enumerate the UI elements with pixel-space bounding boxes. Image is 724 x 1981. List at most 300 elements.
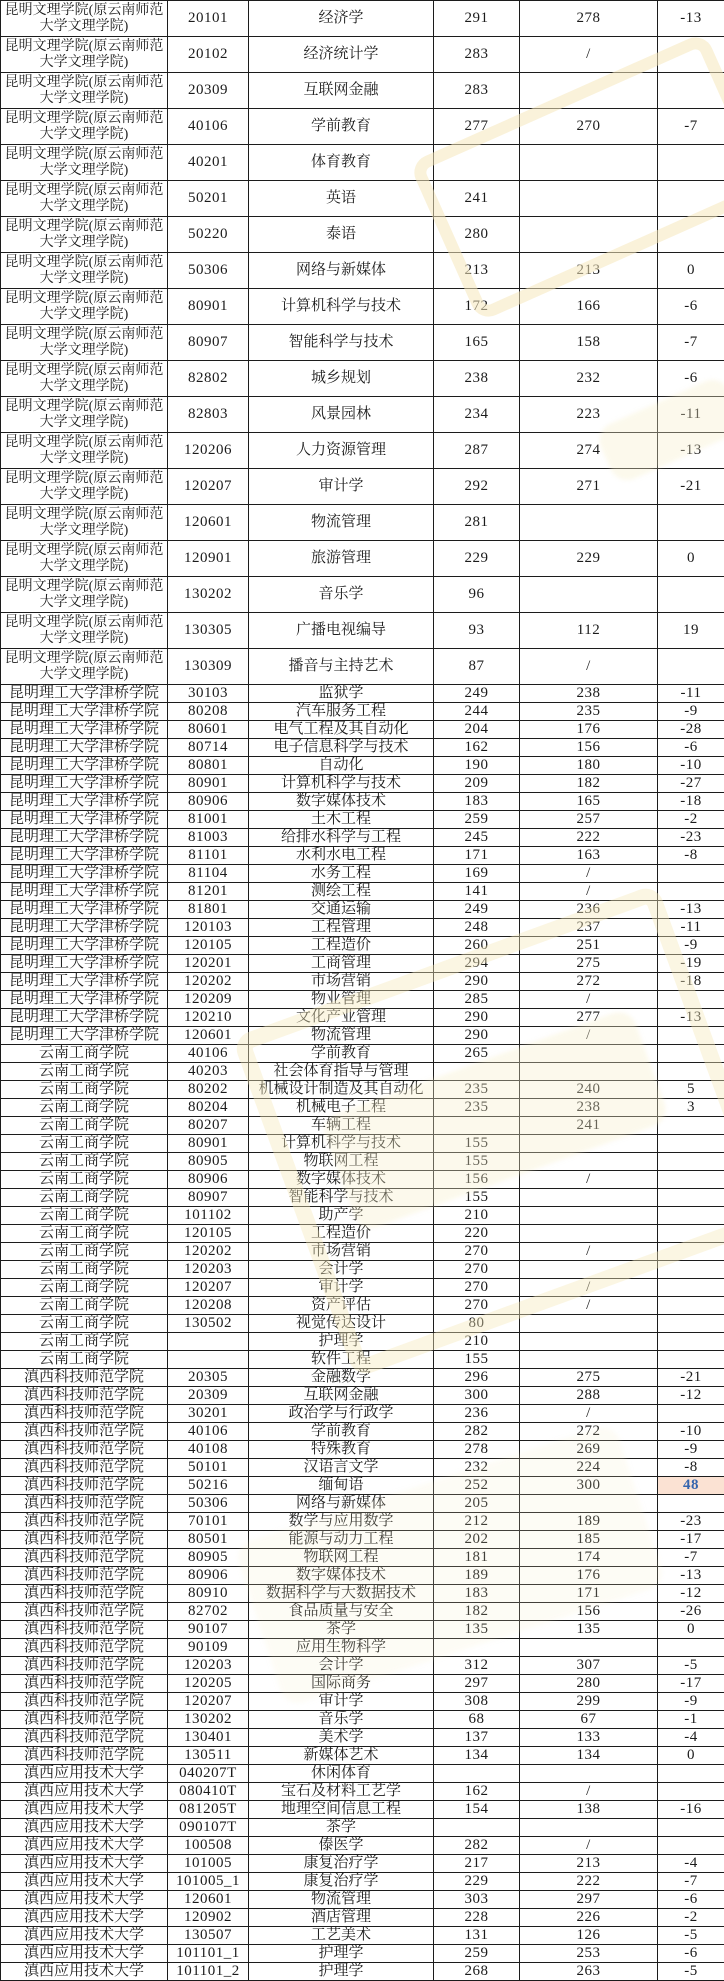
major-cell: 测绘工程 xyxy=(249,883,434,901)
diff-cell: -6 xyxy=(658,361,724,397)
code-cell: 101005 xyxy=(168,1855,249,1873)
table-row xyxy=(1,1837,724,1855)
score2-cell: 274 xyxy=(520,433,658,469)
code-cell: 20305 xyxy=(168,1369,249,1387)
scores-table-body xyxy=(1,1,724,1981)
code-cell: 101005_1 xyxy=(168,1873,249,1891)
score2-cell xyxy=(520,1765,658,1783)
score1-cell: 190 xyxy=(434,757,520,775)
school-cell: 昆明理工大学津桥学院 xyxy=(1,991,168,1009)
score2-cell: 166 xyxy=(520,289,658,325)
code-cell: 20309 xyxy=(168,1387,249,1405)
school-cell: 云南工商学院 xyxy=(1,1225,168,1243)
score2-cell: 232 xyxy=(520,361,658,397)
major-cell: 城乡规划 xyxy=(249,361,434,397)
score1-cell: 290 xyxy=(434,1009,520,1027)
school-cell: 昆明理工大学津桥学院 xyxy=(1,919,168,937)
table-row xyxy=(1,1819,724,1837)
score1-cell: 290 xyxy=(434,973,520,991)
major-cell: 美术学 xyxy=(249,1729,434,1747)
table-row xyxy=(1,793,724,811)
diff-cell: -5 xyxy=(658,1963,724,1981)
school-cell: 昆明文理学院(原云南师范大学文理学院) xyxy=(1,37,168,73)
score2-cell: 241 xyxy=(520,1117,658,1135)
major-cell: 市场营销 xyxy=(249,1243,434,1261)
school-cell: 滇西科技师范学院 xyxy=(1,1693,168,1711)
school-cell: 云南工商学院 xyxy=(1,1135,168,1153)
code-cell: 120207 xyxy=(168,1693,249,1711)
major-cell: 应用生物科学 xyxy=(249,1639,434,1657)
code-cell: 120208 xyxy=(168,1297,249,1315)
major-cell: 经济学 xyxy=(249,1,434,37)
table-row xyxy=(1,1603,724,1621)
score1-cell: 162 xyxy=(434,1783,520,1801)
score2-cell xyxy=(520,1135,658,1153)
school-cell: 滇西科技师范学院 xyxy=(1,1639,168,1657)
school-cell: 滇西应用技术大学 xyxy=(1,1819,168,1837)
diff-cell xyxy=(658,1639,724,1657)
diff-cell xyxy=(658,1495,724,1513)
code-cell: 120201 xyxy=(168,955,249,973)
school-cell: 云南工商学院 xyxy=(1,1081,168,1099)
major-cell: 国际商务 xyxy=(249,1675,434,1693)
score2-cell: 222 xyxy=(520,1873,658,1891)
diff-cell xyxy=(658,1261,724,1279)
score2-cell: 238 xyxy=(520,685,658,703)
table-row xyxy=(1,901,724,919)
score2-cell xyxy=(520,1153,658,1171)
major-cell: 土木工程 xyxy=(249,811,434,829)
score1-cell: 270 xyxy=(434,1243,520,1261)
code-cell: 80905 xyxy=(168,1153,249,1171)
school-cell: 滇西科技师范学院 xyxy=(1,1585,168,1603)
score1-cell: 270 xyxy=(434,1261,520,1279)
code-cell: 80601 xyxy=(168,721,249,739)
score1-cell: 248 xyxy=(434,919,520,937)
score1-cell: 259 xyxy=(434,1945,520,1963)
table-row xyxy=(1,1585,724,1603)
school-cell: 云南工商学院 xyxy=(1,1045,168,1063)
score2-cell: 253 xyxy=(520,1945,658,1963)
school-cell: 昆明理工大学津桥学院 xyxy=(1,829,168,847)
score1-cell: 155 xyxy=(434,1351,520,1369)
school-cell: 昆明文理学院(原云南师范大学文理学院) xyxy=(1,325,168,361)
table-row xyxy=(1,73,724,109)
score1-cell: 290 xyxy=(434,1027,520,1045)
table-row xyxy=(1,1945,724,1963)
major-cell: 体育教育 xyxy=(249,145,434,181)
code-cell: 80714 xyxy=(168,739,249,757)
table-row xyxy=(1,37,724,73)
score1-cell: 268 xyxy=(434,1963,520,1981)
school-cell: 昆明文理学院(原云南师范大学文理学院) xyxy=(1,181,168,217)
table-row xyxy=(1,253,724,289)
school-cell: 云南工商学院 xyxy=(1,1315,168,1333)
school-cell: 滇西应用技术大学 xyxy=(1,1891,168,1909)
school-cell: 滇西科技师范学院 xyxy=(1,1675,168,1693)
major-cell: 物流管理 xyxy=(249,1027,434,1045)
diff-cell: -12 xyxy=(658,1585,724,1603)
school-cell: 昆明理工大学津桥学院 xyxy=(1,793,168,811)
major-cell: 电子信息科学与技术 xyxy=(249,739,434,757)
major-cell: 护理学 xyxy=(249,1945,434,1963)
table-row xyxy=(1,289,724,325)
school-cell: 滇西科技师范学院 xyxy=(1,1423,168,1441)
diff-cell: 0 xyxy=(658,1747,724,1765)
table-row xyxy=(1,1135,724,1153)
diff-cell: -2 xyxy=(658,811,724,829)
table-row xyxy=(1,469,724,505)
table-row xyxy=(1,757,724,775)
diff-cell: -10 xyxy=(658,757,724,775)
diff-cell: -9 xyxy=(658,1441,724,1459)
score2-cell: 226 xyxy=(520,1909,658,1927)
major-cell: 会计学 xyxy=(249,1261,434,1279)
diff-cell: -18 xyxy=(658,793,724,811)
table-row xyxy=(1,685,724,703)
table-row xyxy=(1,1387,724,1405)
code-cell: 040207T xyxy=(168,1765,249,1783)
code-cell: 100508 xyxy=(168,1837,249,1855)
diff-cell: 48 xyxy=(658,1477,724,1495)
score1-cell: 296 xyxy=(434,1369,520,1387)
major-cell: 傣医学 xyxy=(249,1837,434,1855)
score1-cell: 265 xyxy=(434,1045,520,1063)
score2-cell: 158 xyxy=(520,325,658,361)
diff-cell xyxy=(658,217,724,253)
score1-cell: 303 xyxy=(434,1891,520,1909)
major-cell: 人力资源管理 xyxy=(249,433,434,469)
table-row xyxy=(1,1891,724,1909)
major-cell: 金融数学 xyxy=(249,1369,434,1387)
table-row xyxy=(1,703,724,721)
score2-cell: 126 xyxy=(520,1927,658,1945)
diff-cell: -10 xyxy=(658,1423,724,1441)
major-cell: 缅甸语 xyxy=(249,1477,434,1495)
school-cell: 滇西科技师范学院 xyxy=(1,1603,168,1621)
table-row xyxy=(1,1495,724,1513)
diff-cell: -21 xyxy=(658,1369,724,1387)
table-row xyxy=(1,1513,724,1531)
code-cell: 80801 xyxy=(168,757,249,775)
diff-cell xyxy=(658,37,724,73)
code-cell: 120105 xyxy=(168,1225,249,1243)
code-cell: 120207 xyxy=(168,1279,249,1297)
school-cell: 昆明理工大学津桥学院 xyxy=(1,775,168,793)
school-cell: 滇西应用技术大学 xyxy=(1,1945,168,1963)
code-cell: 82802 xyxy=(168,361,249,397)
major-cell: 学前教育 xyxy=(249,1045,434,1063)
major-cell: 数字媒体技术 xyxy=(249,1171,434,1189)
school-cell: 滇西应用技术大学 xyxy=(1,1855,168,1873)
score2-cell: 189 xyxy=(520,1513,658,1531)
school-cell: 滇西科技师范学院 xyxy=(1,1711,168,1729)
score2-cell: 272 xyxy=(520,973,658,991)
diff-cell: -13 xyxy=(658,1567,724,1585)
table-row xyxy=(1,1477,724,1495)
school-cell: 滇西科技师范学院 xyxy=(1,1441,168,1459)
score1-cell: 297 xyxy=(434,1675,520,1693)
major-cell: 电气工程及其自动化 xyxy=(249,721,434,739)
code-cell: 50216 xyxy=(168,1477,249,1495)
code-cell xyxy=(168,1351,249,1369)
table-row xyxy=(1,433,724,469)
code-cell: 80207 xyxy=(168,1117,249,1135)
school-cell: 滇西科技师范学院 xyxy=(1,1531,168,1549)
diff-cell: -9 xyxy=(658,1693,724,1711)
diff-cell: -13 xyxy=(658,901,724,919)
code-cell: 50306 xyxy=(168,253,249,289)
score1-cell: 68 xyxy=(434,1711,520,1729)
score2-cell xyxy=(520,1333,658,1351)
score2-cell: 229 xyxy=(520,541,658,577)
score1-cell: 294 xyxy=(434,955,520,973)
diff-cell: -28 xyxy=(658,721,724,739)
major-cell: 物流管理 xyxy=(249,505,434,541)
school-cell: 昆明理工大学津桥学院 xyxy=(1,739,168,757)
code-cell: 81201 xyxy=(168,883,249,901)
diff-cell xyxy=(658,865,724,883)
school-cell: 昆明理工大学津桥学院 xyxy=(1,685,168,703)
code-cell: 80901 xyxy=(168,775,249,793)
score2-cell xyxy=(520,145,658,181)
table-row xyxy=(1,541,724,577)
school-cell: 昆明文理学院(原云南师范大学文理学院) xyxy=(1,217,168,253)
score1-cell: 229 xyxy=(434,1873,520,1891)
school-cell: 昆明文理学院(原云南师范大学文理学院) xyxy=(1,433,168,469)
major-cell: 审计学 xyxy=(249,1279,434,1297)
score1-cell: 154 xyxy=(434,1801,520,1819)
table-row xyxy=(1,1045,724,1063)
code-cell: 40108 xyxy=(168,1441,249,1459)
school-cell: 滇西科技师范学院 xyxy=(1,1621,168,1639)
diff-cell xyxy=(658,145,724,181)
code-cell: 120210 xyxy=(168,1009,249,1027)
table-row xyxy=(1,145,724,181)
major-cell: 茶学 xyxy=(249,1819,434,1837)
score2-cell: 224 xyxy=(520,1459,658,1477)
major-cell: 工程管理 xyxy=(249,919,434,937)
school-cell: 昆明文理学院(原云南师范大学文理学院) xyxy=(1,253,168,289)
score1-cell: 205 xyxy=(434,1495,520,1513)
score2-cell: 112 xyxy=(520,613,658,649)
school-cell: 云南工商学院 xyxy=(1,1099,168,1117)
diff-cell: -26 xyxy=(658,1603,724,1621)
major-cell: 康复治疗学 xyxy=(249,1855,434,1873)
score2-cell xyxy=(520,1495,658,1513)
score1-cell: 156 xyxy=(434,1171,520,1189)
table-row xyxy=(1,1189,724,1207)
score1-cell: 282 xyxy=(434,1423,520,1441)
score2-cell: 180 xyxy=(520,757,658,775)
table-row xyxy=(1,775,724,793)
table-row xyxy=(1,1081,724,1099)
score1-cell: 282 xyxy=(434,1837,520,1855)
score2-cell xyxy=(520,1261,658,1279)
score1-cell: 134 xyxy=(434,1747,520,1765)
table-row xyxy=(1,1333,724,1351)
score2-cell: 176 xyxy=(520,1567,658,1585)
table-row xyxy=(1,1909,724,1927)
table-row xyxy=(1,739,724,757)
diff-cell xyxy=(658,1279,724,1297)
table-row xyxy=(1,829,724,847)
score2-cell: 213 xyxy=(520,253,658,289)
table-row xyxy=(1,1225,724,1243)
school-cell: 滇西应用技术大学 xyxy=(1,1837,168,1855)
diff-cell: 0 xyxy=(658,253,724,289)
code-cell: 50306 xyxy=(168,1495,249,1513)
score1-cell: 189 xyxy=(434,1567,520,1585)
table-row xyxy=(1,109,724,145)
score2-cell: 277 xyxy=(520,1009,658,1027)
score1-cell: 234 xyxy=(434,397,520,433)
score1-cell: 285 xyxy=(434,991,520,1009)
score1-cell: 308 xyxy=(434,1693,520,1711)
score1-cell: 300 xyxy=(434,1387,520,1405)
table-row xyxy=(1,1315,724,1333)
score2-cell: 257 xyxy=(520,811,658,829)
code-cell: 120103 xyxy=(168,919,249,937)
score1-cell: 131 xyxy=(434,1927,520,1945)
school-cell: 昆明理工大学津桥学院 xyxy=(1,811,168,829)
code-cell: 120902 xyxy=(168,1909,249,1927)
code-cell: 130401 xyxy=(168,1729,249,1747)
school-cell: 云南工商学院 xyxy=(1,1189,168,1207)
diff-cell: 0 xyxy=(658,541,724,577)
table-row xyxy=(1,1369,724,1387)
school-cell: 昆明文理学院(原云南师范大学文理学院) xyxy=(1,649,168,685)
code-cell: 80906 xyxy=(168,1171,249,1189)
table-row xyxy=(1,1855,724,1873)
score2-cell xyxy=(520,505,658,541)
code-cell: 120206 xyxy=(168,433,249,469)
table-row xyxy=(1,1207,724,1225)
score2-cell xyxy=(520,1315,658,1333)
score2-cell: 297 xyxy=(520,1891,658,1909)
diff-cell: -6 xyxy=(658,1891,724,1909)
major-cell: 工艺美术 xyxy=(249,1927,434,1945)
diff-cell: -4 xyxy=(658,1855,724,1873)
score1-cell xyxy=(434,1765,520,1783)
major-cell: 广播电视编导 xyxy=(249,613,434,649)
table-row xyxy=(1,1765,724,1783)
score2-cell: / xyxy=(520,883,658,901)
table-row xyxy=(1,937,724,955)
major-cell: 休闲体育 xyxy=(249,1765,434,1783)
table-row xyxy=(1,1621,724,1639)
school-cell: 云南工商学院 xyxy=(1,1171,168,1189)
table-row xyxy=(1,1171,724,1189)
diff-cell: -11 xyxy=(658,919,724,937)
diff-cell xyxy=(658,1117,724,1135)
diff-cell: 19 xyxy=(658,613,724,649)
school-cell: 昆明理工大学津桥学院 xyxy=(1,865,168,883)
school-cell: 昆明文理学院(原云南师范大学文理学院) xyxy=(1,505,168,541)
school-cell: 昆明文理学院(原云南师范大学文理学院) xyxy=(1,289,168,325)
score2-cell: 176 xyxy=(520,721,658,739)
score2-cell: 156 xyxy=(520,1603,658,1621)
score2-cell: 271 xyxy=(520,469,658,505)
table-row xyxy=(1,1639,724,1657)
score2-cell: 134 xyxy=(520,1747,658,1765)
score2-cell: 270 xyxy=(520,109,658,145)
school-cell: 滇西应用技术大学 xyxy=(1,1765,168,1783)
diff-cell: -17 xyxy=(658,1675,724,1693)
school-cell: 滇西科技师范学院 xyxy=(1,1387,168,1405)
score1-cell: 229 xyxy=(434,541,520,577)
major-cell: 助产学 xyxy=(249,1207,434,1225)
diff-cell: -17 xyxy=(658,1531,724,1549)
code-cell: 130511 xyxy=(168,1747,249,1765)
code-cell: 30201 xyxy=(168,1405,249,1423)
score2-cell: 272 xyxy=(520,1423,658,1441)
score1-cell: 93 xyxy=(434,613,520,649)
score2-cell: 135 xyxy=(520,1621,658,1639)
score2-cell xyxy=(520,217,658,253)
code-cell: 120601 xyxy=(168,1027,249,1045)
score1-cell: 281 xyxy=(434,505,520,541)
school-cell: 昆明文理学院(原云南师范大学文理学院) xyxy=(1,577,168,613)
school-cell: 云南工商学院 xyxy=(1,1117,168,1135)
table-row xyxy=(1,1549,724,1567)
code-cell: 40201 xyxy=(168,145,249,181)
major-cell: 播音与主持艺术 xyxy=(249,649,434,685)
school-cell: 昆明理工大学津桥学院 xyxy=(1,703,168,721)
diff-cell: -5 xyxy=(658,1657,724,1675)
diff-cell: -21 xyxy=(658,469,724,505)
score2-cell: 300 xyxy=(520,1477,658,1495)
code-cell: 80204 xyxy=(168,1099,249,1117)
major-cell: 互联网金融 xyxy=(249,1387,434,1405)
table-row xyxy=(1,1441,724,1459)
school-cell: 云南工商学院 xyxy=(1,1297,168,1315)
diff-cell xyxy=(658,1135,724,1153)
school-cell: 滇西科技师范学院 xyxy=(1,1747,168,1765)
major-cell: 网络与新媒体 xyxy=(249,1495,434,1513)
school-cell: 滇西科技师范学院 xyxy=(1,1477,168,1495)
code-cell: 90109 xyxy=(168,1639,249,1657)
score2-cell: 222 xyxy=(520,829,658,847)
score1-cell xyxy=(434,1819,520,1837)
score1-cell: 232 xyxy=(434,1459,520,1477)
major-cell: 审计学 xyxy=(249,1693,434,1711)
table-row xyxy=(1,1657,724,1675)
diff-cell xyxy=(658,649,724,685)
diff-cell: -9 xyxy=(658,703,724,721)
major-cell: 网络与新媒体 xyxy=(249,253,434,289)
school-cell: 昆明理工大学津桥学院 xyxy=(1,937,168,955)
code-cell: 82702 xyxy=(168,1603,249,1621)
score1-cell: 277 xyxy=(434,109,520,145)
school-cell: 滇西科技师范学院 xyxy=(1,1513,168,1531)
school-cell: 滇西科技师范学院 xyxy=(1,1405,168,1423)
score2-cell: 185 xyxy=(520,1531,658,1549)
diff-cell xyxy=(658,1063,724,1081)
score2-cell: 213 xyxy=(520,1855,658,1873)
score2-cell: 275 xyxy=(520,1369,658,1387)
diff-cell xyxy=(658,1837,724,1855)
score2-cell: 299 xyxy=(520,1693,658,1711)
code-cell: 120601 xyxy=(168,1891,249,1909)
diff-cell: -7 xyxy=(658,109,724,145)
score2-cell: 238 xyxy=(520,1099,658,1117)
score2-cell: / xyxy=(520,1837,658,1855)
score2-cell: 236 xyxy=(520,901,658,919)
code-cell: 80910 xyxy=(168,1585,249,1603)
code-cell: 50101 xyxy=(168,1459,249,1477)
school-cell: 云南工商学院 xyxy=(1,1063,168,1081)
